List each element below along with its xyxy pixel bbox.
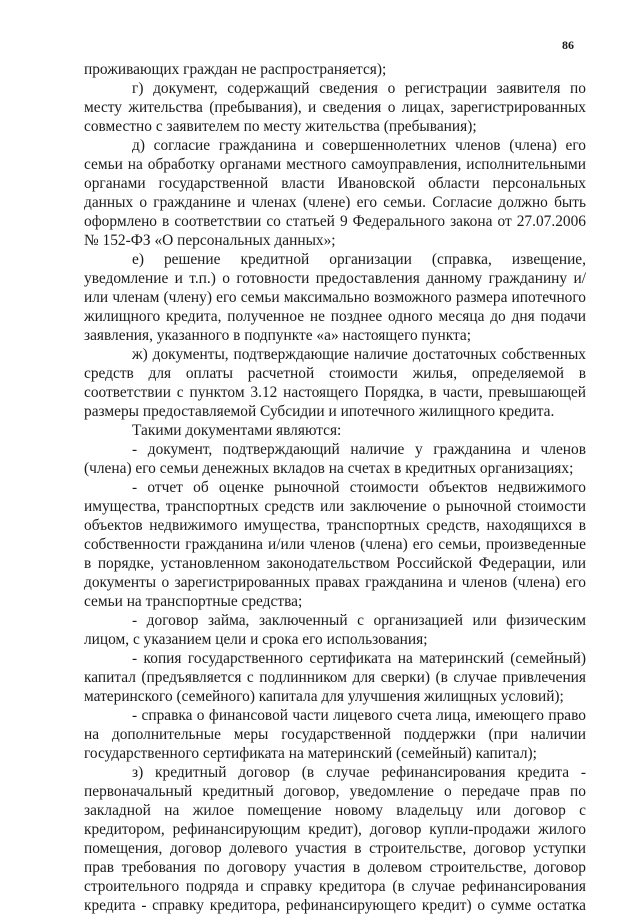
paragraph-documents-intro: Такими документами являются: bbox=[132, 422, 342, 439]
paragraph-item-zh: ж) документы, подтверждающие наличие достаточных собственных средств для оплаты расчетной стоимости жилья, определяемой в соответствии с пунктом 3.12 настоящего Порядка, в части, превышающей размеры предоставляемой Субсидии и ипотечного жилищного кредита. bbox=[84, 346, 586, 420]
document-body bbox=[84, 60, 586, 915]
list-item-maternity-certificate: - копия государственного сертификата на материнский (семейный) капитал (предъявляется с подлинником для сверки) (в случае привлечения материнского (семейного) капитала для улучшения жилищных условий); bbox=[84, 650, 586, 705]
list-item-valuation-report: - отчет об оценке рыночной стоимости объектов недвижимого имущества, транспортных средств или заключение о рыночной стоимости объектов недвижимого имущества, транспортных средств, находящихся в собственности гражданина и/или членов (члена) его семьи, произведенные в порядке, установленном законодательством Российской Федерации, или документы о зарегистрированных правах гражданина и членов (члена) его семьи на транспортные средства; bbox=[84, 479, 586, 610]
paragraph-item-g: г) документ, содержащий сведения о регистрации заявителя по месту жительства (пребывания), и сведения о лицах, зарегистрированных совместно с заявителем по месту жительства (пребывания); bbox=[84, 80, 586, 135]
paragraph-item-z: з) кредитный договор (в случае рефинансирования кредита - первоначальный кредитный договор, уведомление о передаче прав по закладной на жилое помещение новому владельцу или договор с кредитором, рефинансирующим кредит), договор купли-продажи жилого помещения, договор долевого участия в строительстве, договор уступки прав требования по договору участия в долевом строительстве, договор строительного подряда и справку кредитора (в случае рефинансирования кредита - справку кредитора, рефинансирующего кредит) о сумме остатка bbox=[84, 764, 586, 914]
paragraph-item-d: д) согласие гражданина и совершеннолетних членов (члена) его семьи на обработку органами местного самоуправления, исполнительными органами государственной власти Ивановской области персональных данных о гражданине и членах (члене) его семьи. Согласие должно быть оформлено в соответствии со статьей 9 Федерального закона от 27.07.2006 № 152-ФЗ «О персональных данных»; bbox=[84, 137, 586, 249]
list-item-deposits: - документ, подтверждающий наличие у гражданина и членов (члена) его семьи денежных вкладов на счетах в кредитных организациях; bbox=[84, 441, 586, 477]
page-number: 86 bbox=[562, 38, 574, 52]
list-item-pension-account: - справка о финансовой части лицевого счета лица, имеющего право на дополнительные меры государственной поддержки (при наличии государственного сертификата на материнский (семейный) капитал); bbox=[84, 707, 586, 762]
paragraph-continuation: проживающих граждан не распространяется); bbox=[84, 61, 387, 78]
list-item-loan-agreement: - договор займа, заключенный с организацией или физическим лицом, с указанием цели и срока его использования; bbox=[84, 612, 586, 648]
paragraph-item-e: е) решение кредитной организации (справка, извещение, уведомление и т.п.) о готовности предоставления данному гражданину и/или членам (члену) его семьи максимально возможного размера ипотечного жилищного кредита, полученное не позднее одного месяца до дня подачи заявления, указанного в подпункте «а» настоящего пункта; bbox=[84, 251, 586, 344]
